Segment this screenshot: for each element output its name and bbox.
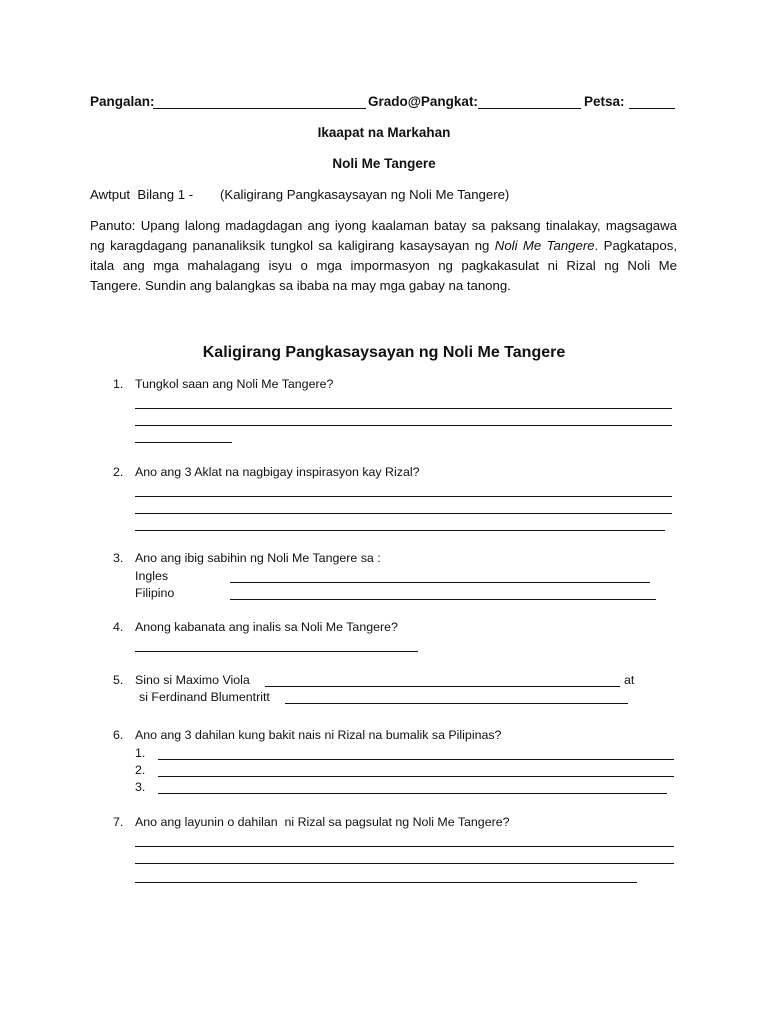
output-topic: (Kaligirang Pangkasaysayan ng Noli Me Tangere) (220, 187, 510, 202)
date-blank[interactable] (629, 108, 675, 109)
output-label: Awtput Bilang 1 - (90, 187, 194, 202)
answer-line[interactable] (135, 408, 672, 409)
question-number: 3. (113, 551, 124, 565)
answer-line[interactable] (135, 425, 672, 426)
answer-line[interactable] (135, 651, 418, 652)
question-number: 1. (113, 377, 124, 391)
sub-number: 2. (135, 763, 146, 777)
question-number: 4. (113, 620, 124, 634)
question-text: Ano ang 3 Aklat na nagbigay inspirasyon kay Rizal? (135, 465, 420, 479)
question-number: 6. (113, 728, 124, 742)
answer-line[interactable] (135, 496, 672, 497)
question-number: 7. (113, 815, 124, 829)
instructions-line-2 (90, 236, 677, 256)
conjunction-at: at (624, 673, 635, 687)
sub-label-blumentritt: si Ferdinand Blumentritt (139, 690, 270, 704)
sub-number: 3. (135, 780, 146, 794)
sub-label-filipino: Filipino (135, 586, 175, 600)
question-text: Ano ang 3 dahilan kung bakit nais ni Rizal na bumalik sa Pilipinas? (135, 728, 502, 742)
answer-line-viola[interactable] (265, 686, 620, 687)
question-text: Anong kabanata ang inalis sa Noli Me Tangere? (135, 620, 398, 634)
answer-line[interactable] (158, 759, 674, 760)
answer-line[interactable] (158, 793, 667, 794)
instructions-line-4: Tangere. Sundin ang balangkas sa ibaba na may mga gabay na tanong. (90, 278, 511, 293)
instructions-line-1: Panuto: Upang lalong madagdagan ang iyong kaalaman batay sa paksang tinalakay, magsagawa (90, 218, 677, 233)
question-text: Tungkol saan ang Noli Me Tangere? (135, 377, 334, 391)
answer-line[interactable] (135, 513, 672, 514)
instructions-line-2-a: ng karagdagang pananaliksik tungkol sa kaligirang kasaysayan ng (90, 238, 495, 253)
quarter-title: Ikaapat na Markahan (317, 125, 451, 140)
book-title: Noli Me Tangere (332, 156, 436, 171)
name-label: Pangalan: (90, 94, 155, 109)
question-number: 5. (113, 673, 124, 687)
instructions-book-title: Noli Me Tangere (494, 238, 595, 253)
sub-label-ingles: Ingles (135, 569, 169, 583)
grade-label: Grado@Pangkat: (368, 94, 478, 109)
question-text: Ano ang layunin o dahilan ni Rizal sa pagsulat ng Noli Me Tangere? (135, 815, 510, 829)
name-blank[interactable] (153, 108, 366, 109)
answer-line[interactable] (135, 863, 674, 864)
question-number: 2. (113, 465, 124, 479)
answer-line[interactable] (135, 882, 637, 883)
answer-line[interactable] (158, 776, 674, 777)
section-heading: Kaligirang Pangkasaysayan ng Noli Me Tangere (202, 344, 566, 361)
sub-number: 1. (135, 746, 146, 760)
answer-line-blumentritt[interactable] (285, 703, 628, 704)
question-text: Ano ang ibig sabihin ng Noli Me Tangere sa : (135, 551, 381, 565)
answer-line-filipino[interactable] (230, 599, 656, 600)
answer-line[interactable] (135, 846, 674, 847)
question-text: Sino si Maximo Viola (135, 673, 250, 687)
instructions (90, 216, 677, 296)
grade-blank[interactable] (478, 108, 581, 109)
answer-line[interactable] (135, 530, 665, 531)
instructions-line-2-b: . Pagkatapos, (594, 238, 677, 253)
date-label: Petsa: (584, 94, 625, 109)
answer-line-ingles[interactable] (230, 582, 650, 583)
instructions-line-3: itala ang mga mahalagang isyu o mga impormasyon ng pagkakasulat ni Rizal ng Noli Me (90, 258, 677, 273)
answer-line[interactable] (135, 442, 232, 443)
